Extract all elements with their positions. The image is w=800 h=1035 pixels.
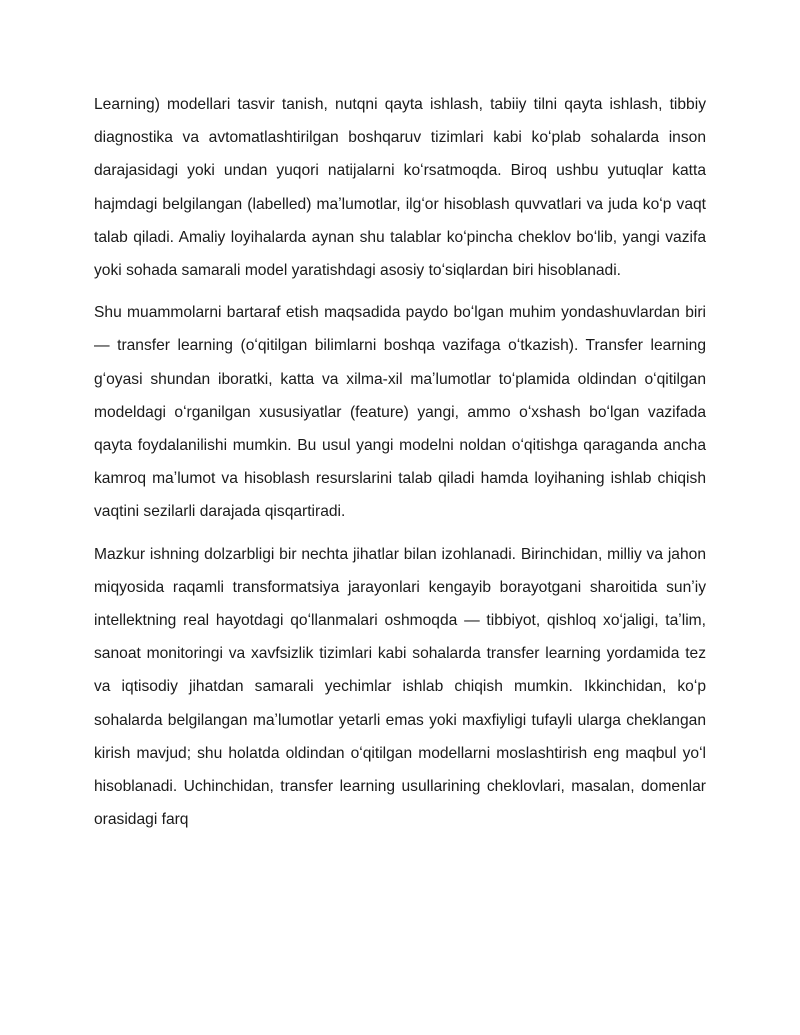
document-page [94, 88, 706, 845]
body-paragraph-3: Mazkur ishning dolzarbligi bir nechta jihatlar bilan izohlanadi. Birinchidan, milliy va jahon miqyosida raqamli transformatsiya jarayonlari kengayib borayotgani sharoitida sunʼiy intellektning real hayotdagi qoʻllanmalari oshmoqda — tibbiyot, qishloq xoʻjaligi, taʼlim, sanoat monitoringi va xavfsizlik tizimlari kabi sohalarda transfer learning yordamida tez va iqtisodiy jihatdan samarali yechimlar ishlab chiqish mumkin. Ikkinchidan, koʻp sohalarda belgilangan maʼlumotlar yetarli emas yoki maxfiyligi tufayli ularga cheklangan kirish mavjud; shu holatda oldindan oʻqitilgan modellarni moslashtirish eng maqbul yoʻl hisoblanadi. Uchinchidan, transfer learning usullarining cheklovlari, masalan, domenlar orasidagi farq [94, 545, 706, 829]
body-paragraph-1: Learning) modellari tasvir tanish, nutqni qayta ishlash, tabiiy tilni qayta ishlash, tibbiy diagnostika va avtomatlashtirilgan boshqaruv tizimlari kabi koʻplab sohalarda inson darajasidagi yoki undan yuqori natijalarni koʻrsatmoqda. Biroq ushbu yutuqlar katta hajmdagi belgilangan (labelled) maʼlumotlar, ilgʻor hisoblash quvvatlari va juda koʻp vaqt talab qiladi. Amaliy loyihalarda aynan shu talablar koʻpincha cheklov boʻlib, yangi vazifa yoki sohada samarali model yaratishdagi asosiy toʻsiqlardan biri hisoblanadi. [94, 96, 706, 280]
body-paragraph-2: Shu muammolarni bartaraf etish maqsadida paydo boʻlgan muhim yondashuvlardan biri — transfer learning (oʻqitilgan bilimlarni boshqa vazifaga oʻtkazish). Transfer learning gʻoyasi shundan iboratki, katta va xilma-xil maʼlumotlar toʻplamida oldindan oʻqitilgan modeldagi oʻrganilgan xususiyatlar (feature) yangi, ammo oʻxshash boʻlgan vazifada qayta foydalanilishi mumkin. Bu usul yangi modelni noldan oʻqitishga qaraganda ancha kamroq maʼlumot va hisoblash resurslarini talab qiladi hamda loyihaning ishlab chiqish vaqtini sezilarli darajada qisqartiradi. [94, 304, 706, 521]
